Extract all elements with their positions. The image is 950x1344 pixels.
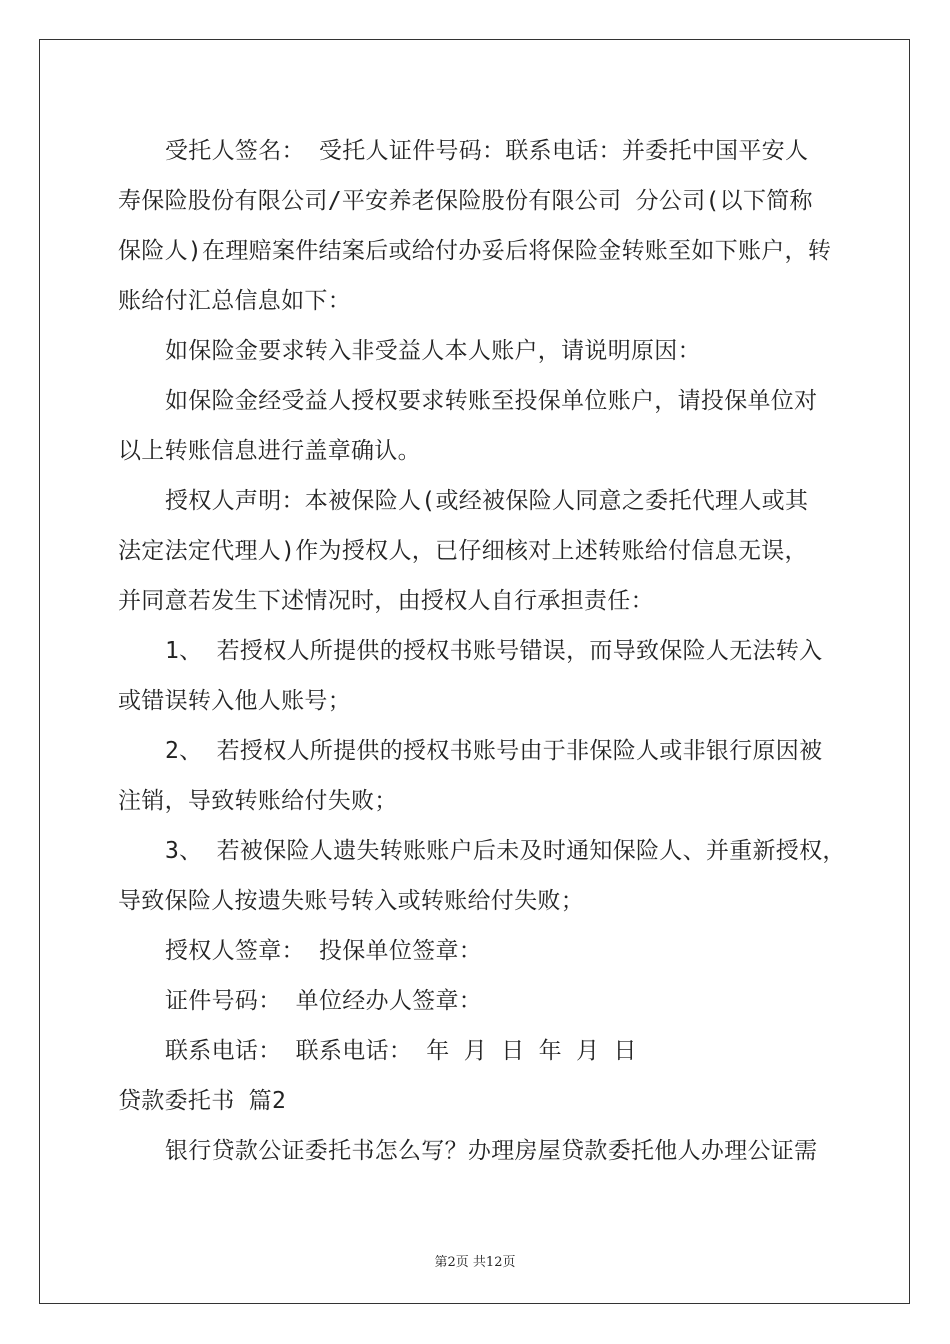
- paragraph-line: 或错误转入他人账号；: [118, 688, 351, 714]
- signature-line: 证件号码： 单位经办人签章：: [165, 988, 483, 1014]
- paragraph-line: 导致保险人按遗失账号转入或转账给付失败；: [118, 888, 584, 914]
- section-heading: 贷款委托书 篇2: [118, 1088, 287, 1114]
- paragraph-line: 受托人签名： 受托人证件号码：联系电话：并委托中国平安人: [165, 138, 809, 164]
- paragraph-line: 如保险金经受益人授权要求转账至投保单位账户，请投保单位对: [165, 388, 818, 414]
- paragraph-line: 如保险金要求转入非受益人本人账户，请说明原因：: [165, 338, 701, 364]
- paragraph-line: 授权人声明：本被保险人(或经被保险人同意之委托代理人或其: [165, 488, 809, 514]
- paragraph-line: 1、 若授权人所提供的授权书账号错误，而导致保险人无法转入: [165, 638, 823, 664]
- paragraph-line: 法定法定代理人)作为授权人，已仔细核对上述转账给付信息无误，: [118, 538, 808, 564]
- paragraph-line: 并同意若发生下述情况时，由授权人自行承担责任：: [118, 588, 654, 614]
- paragraph-line: 3、 若被保险人遗失转账账户后未及时通知保险人、并重新授权，: [165, 838, 846, 864]
- document-body: [118, 130, 846, 1180]
- signature-line: 授权人签章： 投保单位签章：: [165, 938, 483, 964]
- paragraph-line: 银行贷款公证委托书怎么写？办理房屋贷款委托他人办理公证需: [165, 1138, 818, 1164]
- paragraph-line: 账给付汇总信息如下：: [118, 288, 351, 314]
- paragraph-line: 寿保险股份有限公司/平安养老保险股份有限公司 分公司(以下简称: [118, 188, 813, 214]
- paragraph-line: 以上转账信息进行盖章确认。: [118, 438, 421, 464]
- signature-line: 联系电话： 联系电话： 年 月 日 年 月 日: [165, 1038, 637, 1064]
- paragraph-line: 保险人)在理赔案件结案后或给付办妥后将保险金转账至如下账户，转: [118, 238, 832, 264]
- paragraph-line: 注销，导致转账给付失败；: [118, 788, 398, 814]
- page-number: 第2页 共12页: [434, 1255, 516, 1270]
- paragraph-line: 2、 若授权人所提供的授权书账号由于非保险人或非银行原因被: [165, 738, 823, 764]
